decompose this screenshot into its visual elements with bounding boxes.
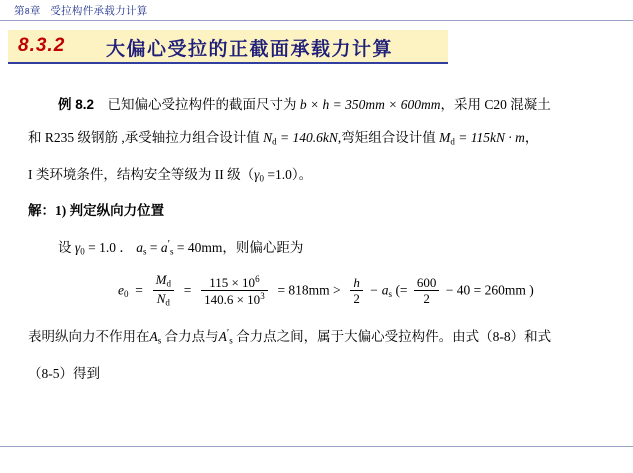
as-prime-mark: ′ <box>167 238 170 251</box>
solution-heading <box>0 201 633 221</box>
nd-subscript: d <box>272 136 277 147</box>
as-value: = 40mm <box>176 239 223 255</box>
md-subscript: d <box>450 136 455 147</box>
example-line-1-text-b: ，采用 C20 混凝土 <box>440 97 551 112</box>
nd-value: = 140.6kN <box>280 130 338 145</box>
assumption-text-b: ，则偏心距为 <box>222 239 304 255</box>
as-prime-subscript: s <box>170 246 174 257</box>
chapter-label: 章 <box>29 5 41 17</box>
eccentricity-equation: $e_0$ = $\frac{M_d}{N_d}$ = $\frac{115 \times 10^6}{140.6 \times 10^3}$ = 818mm > $\frac{h}{2}$ − $a_s$ (= $\frac{600}{2}$ − 40 = 260mm ) <box>118 272 534 308</box>
example-line-2 <box>0 128 633 152</box>
conclusion-line-1 <box>0 323 633 350</box>
numeric-numerator <box>201 275 268 292</box>
paren-open: (= <box>395 283 408 299</box>
as-prime-area-subscript: s <box>229 335 233 346</box>
example-line-3-text-b: ）。 <box>291 166 313 182</box>
chapter-title: 受拉构件承载力计算 <box>50 5 148 17</box>
md-value: = 115kN · m <box>458 130 525 145</box>
fraction-h-2 <box>350 276 363 306</box>
nd-den-subscript: d <box>165 297 170 308</box>
six-hundred-numerator: 600 <box>414 276 440 292</box>
gamma0-value: = 1.0 ． <box>88 239 133 255</box>
as-prime-area-symbol: A <box>218 329 227 345</box>
md-num-symbol: M <box>155 272 167 288</box>
conclusion-text-c: 合力点之间，属于大偏心受拉构件。由式（8-8）和式 <box>236 329 552 345</box>
fraction-numerator <box>153 273 174 291</box>
page-header <box>0 0 633 21</box>
fraction-md-nd <box>153 273 174 308</box>
h-numerator: h <box>350 276 363 292</box>
example-line-1-text-a: 已知偏心受拉构件的截面尺寸为 <box>107 97 297 112</box>
as-symbol: a <box>136 239 143 255</box>
numeric-denominator <box>201 291 268 307</box>
example-line-2-text-c: ， <box>524 130 539 145</box>
fraction-600-2 <box>414 276 440 306</box>
gamma-value: =1.0 <box>267 166 292 182</box>
section-title: 大偏心受拉的正截面承载力计算 <box>106 39 394 60</box>
section-title-banner <box>8 30 448 64</box>
as-prime-area-mark: ′ <box>226 327 230 340</box>
example-line-3 <box>0 165 633 189</box>
numeric-numerator-value: 115 × 10 <box>209 274 256 290</box>
chapter-breadcrumb <box>14 3 148 18</box>
fraction-numeric <box>201 275 268 307</box>
nd-symbol: N <box>263 130 273 145</box>
footer-divider <box>0 446 633 447</box>
example-line-1-equation: b × h = 350mm × 600mm <box>299 97 441 112</box>
as-area-symbol: A <box>149 329 158 345</box>
assumption-text-a: 设 <box>58 239 72 255</box>
two-denominator: 2 <box>353 291 360 307</box>
fraction-denominator <box>153 291 174 308</box>
as-prime-symbol: a <box>160 239 168 255</box>
minus-as-subscript: s <box>388 289 393 300</box>
conclusion-text-a: 表明纵向力不作用在 <box>28 329 150 345</box>
example-line-1 <box>0 95 633 115</box>
numeric-numerator-exponent: 6 <box>255 273 260 284</box>
gamma-symbol: γ <box>254 166 260 182</box>
eq-tail-text: − 40 = 260mm ) <box>445 283 534 299</box>
gamma-subscript: 0 <box>259 173 264 184</box>
eq-middle-text: = 818mm > <box>277 283 341 299</box>
as-area-subscript: s <box>157 335 162 346</box>
md-symbol: M <box>439 130 451 145</box>
example-line-3-text-a: I 类环境条件，结构安全等级为 II 级（ <box>28 166 255 182</box>
two-denominator-2: 2 <box>423 291 430 307</box>
solution-heading-text: 解：1) 判定纵向力位置 <box>28 203 165 219</box>
e0-symbol: e <box>118 283 124 299</box>
section-number: 8.3.2 <box>18 35 66 56</box>
gamma0-symbol: γ <box>74 239 81 255</box>
numeric-denominator-value: 140.6 × 10 <box>204 292 261 308</box>
as-subscript: s <box>142 246 147 257</box>
gamma0-subscript: 0 <box>80 246 85 257</box>
example-line-2-text-a: 和 R235 级钢筋 ,承受轴拉力组合设计值 <box>28 130 260 145</box>
chapter-number: 8 <box>24 6 30 16</box>
example-label: 例 8.2 <box>58 97 95 112</box>
md-num-subscript: d <box>166 279 171 289</box>
conclusion-text-b: 合力点与 <box>164 329 219 345</box>
nd-den-symbol: N <box>156 291 166 307</box>
e0-subscript: 0 <box>124 289 129 300</box>
numeric-denominator-exponent: 3 <box>260 291 265 302</box>
document-body <box>0 95 633 397</box>
solution-line-assumption: 设 $\gamma_0 = 1.0$ ． $a_s = a'_s = 40mm$，则偏心距为 <box>58 238 304 257</box>
conclusion-line-2 <box>0 364 633 384</box>
minus-as-text: − a <box>369 283 389 299</box>
conclusion-line-2-text: （8-5）得到 <box>28 365 100 381</box>
chapter-prefix: 第 <box>14 5 25 17</box>
example-line-2-text-b: ,弯矩组合设计值 <box>337 130 436 145</box>
